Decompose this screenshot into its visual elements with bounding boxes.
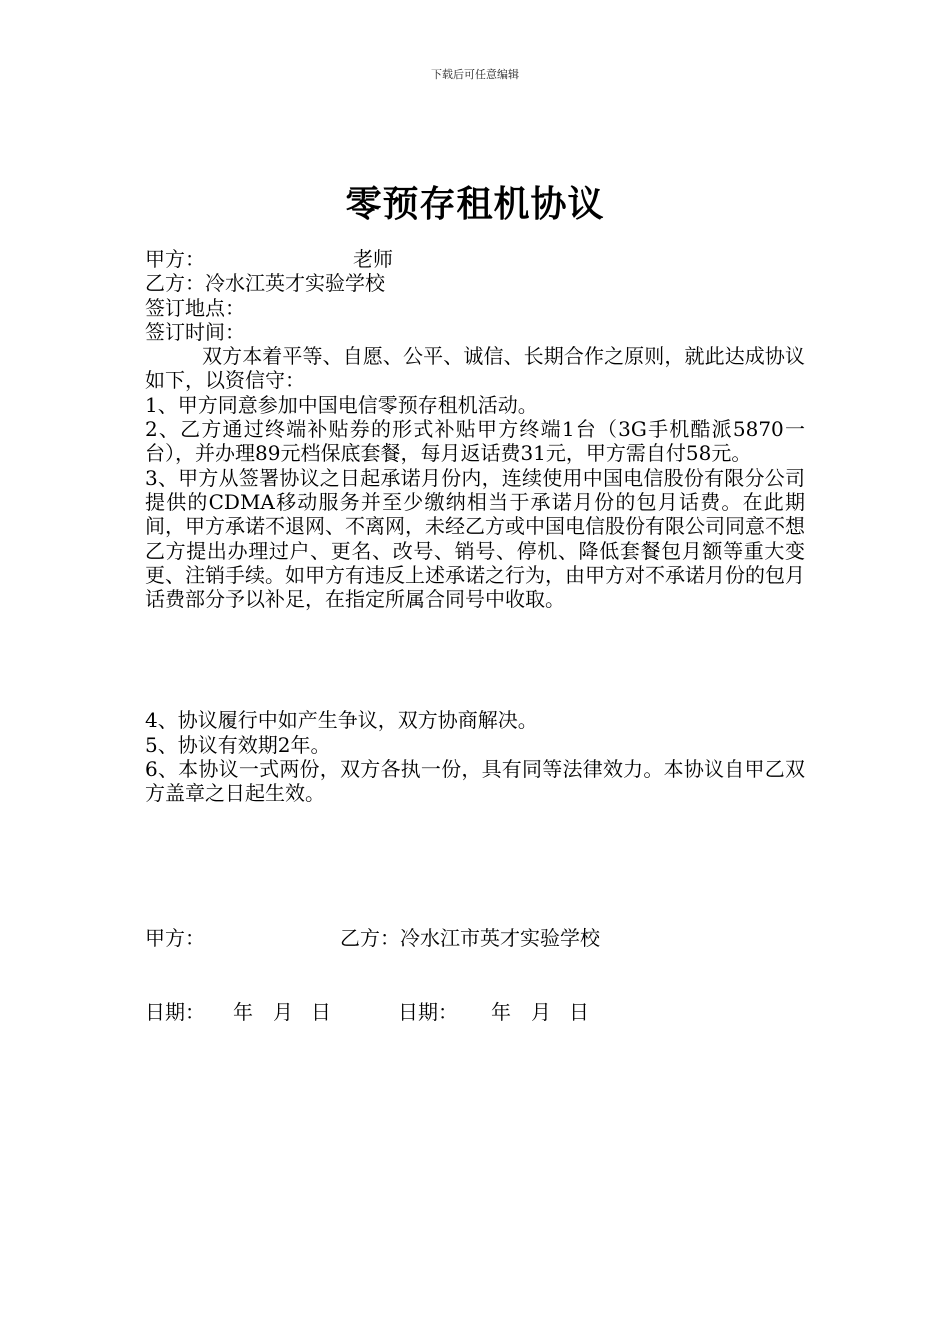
- clause-3: 3、甲方从签署协议之日起承诺月份内，连续使用中国电信股份有限分公司提供的CDMA移动服务并至少缴纳相当于承诺月份的包月话费。在此期间，甲方承诺不退网、不离网，未经乙方或中国电信股份有限公司同意不想乙方提出办理过户、更名、改号、销号、停机、降低套餐包月额等重大变更、注销手续。如甲方有违反上述承诺之行为，由甲方对不承诺月份的包月话费部分予以补足，在指定所属合同号中收取。: [145, 465, 805, 612]
- signature-party-b: 乙方：冷水江市英才实验学校: [340, 926, 600, 950]
- clause-5: 5、协议有效期2年。: [145, 732, 331, 757]
- intro-paragraph: 双方本着平等、自愿、公平、诚信、长期合作之原则，就此达成协议如下，以资信守：: [145, 344, 805, 393]
- blank-gap: [145, 611, 805, 708]
- party-b-line: 乙方：冷水江英才实验学校: [145, 271, 385, 296]
- clause-4: 4、协议履行中如产生争议，双方协商解决。: [145, 708, 538, 733]
- date-a-day: 日: [311, 1000, 331, 1024]
- date-b-day: 日: [569, 1000, 589, 1024]
- clause-2: 2、乙方通过终端补贴券的形式补贴甲方终端1台（3G手机酷派5870一台），并办理89元档保底套餐，每月返话费31元，甲方需自付58元。: [145, 417, 805, 466]
- date-b-label: 日期：: [398, 1000, 458, 1024]
- party-a-name: 老师: [353, 247, 393, 271]
- sign-place-line: 签订地点：: [145, 295, 245, 320]
- document-title: 零预存租机协议: [345, 184, 605, 225]
- date-a-month: 月: [273, 1000, 293, 1024]
- clause-6: 6、本协议一式两份，双方各执一份，具有同等法律效力。本协议自甲乙双方盖章之日起生效。: [145, 757, 805, 806]
- signature-dates-line: [145, 996, 589, 1025]
- date-a-year: 年: [233, 1000, 253, 1024]
- document-body: [145, 247, 805, 806]
- date-b-month: 月: [531, 1000, 551, 1024]
- date-b-year: 年: [491, 1000, 511, 1024]
- sign-time-line: 签订时间：: [145, 319, 245, 344]
- signature-parties-line: [145, 922, 600, 951]
- signature-party-a: 甲方：: [145, 926, 205, 950]
- date-a-label: 日期：: [145, 1000, 205, 1024]
- party-a-label: 甲方：: [145, 247, 205, 271]
- party-a-line: [145, 247, 805, 271]
- clause-1: 1、甲方同意参加中国电信零预存租机活动。: [145, 392, 538, 417]
- header-note: 下载后可任意编辑: [431, 68, 519, 81]
